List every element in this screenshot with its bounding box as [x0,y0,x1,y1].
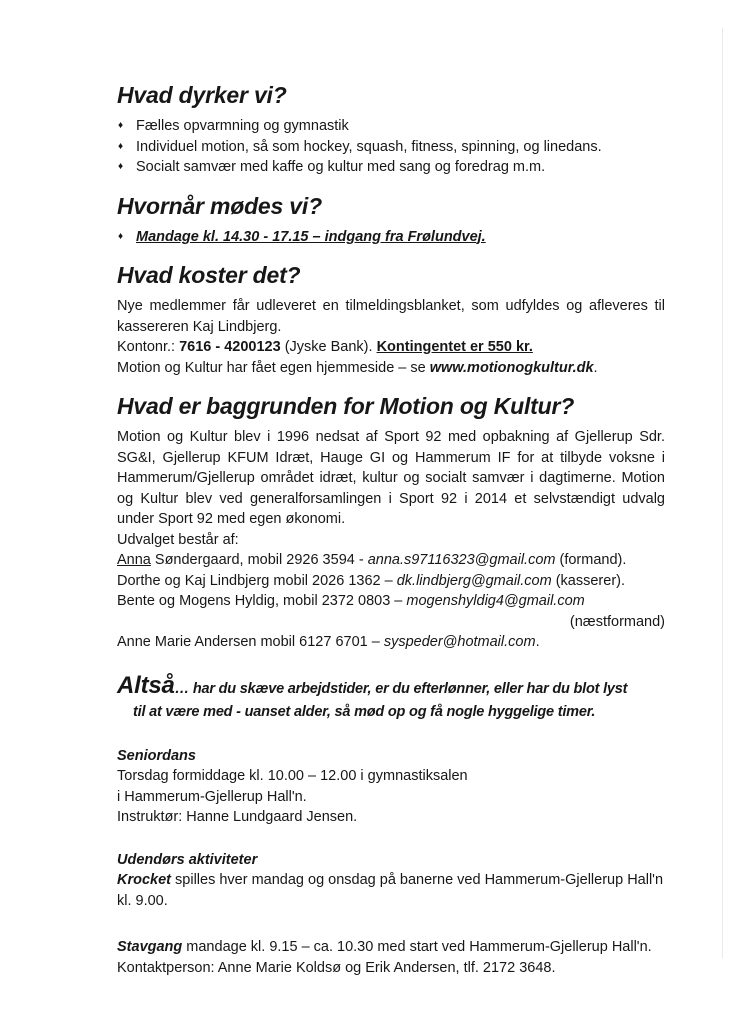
diamond-bullet-icon: ♦ [118,230,124,242]
seniordans-place: i Hammerum-Gjellerup Hall'n. [117,788,307,805]
member-name-underlined: Anna [117,552,151,568]
section-udendors-aktiviteter [117,850,665,912]
list-item [117,227,665,248]
contact-line: Kontaktperson: Anne Marie Koldsø og Erik Andersen, tlf. 2172 3648. [117,959,556,976]
committee-member-row [117,550,665,571]
website-suffix-text: . [593,359,598,376]
membership-intro-text: Nye medlemmer får udleveret en tilmeldingsblanket, som udfyldes og afleveres til kassereren Kaj Lindbjerg. [117,298,665,335]
section-stavgang [117,937,665,978]
member-text: Bente og Mogens Hyldig, mobil 2372 0803 – [117,593,407,609]
subsection-heading: Udendørs aktiviteter [117,851,258,868]
history-text: Motion og Kultur blev i 1996 nedsat af Sport 92 med opbakning af Gjellerup Sdr. SG&I, Gjellerup KFUM Idræt, Hauge GI og Hammerum IF for at tilbyde voksne i Hammerum/Gjellerup området idræt, kultur og socialt samvær i dagtimerne. Motion og Kultur blev ved generalforsamlingen i Sport 92 i 2014 et selvstændigt udvalg under Sport 92 med egen økonomi. [117,429,665,527]
activities-list [117,116,665,178]
subsection-heading: Seniordans [117,747,196,764]
website-line [117,358,665,379]
section-heading: Hvornår mødes vi? [117,192,322,219]
account-label: Kontonr.: [117,339,180,355]
section-seniordans [117,746,665,828]
section-heading: Hvad er baggrunden for Motion og Kultur? [117,393,575,419]
list-item [117,137,665,158]
member-text: Dorthe og Kaj Lindbjerg mobil 2026 1362 – [117,572,397,589]
section-hvad-dyrker-vi [117,82,665,178]
seniordans-instructor: Instruktør: Hanne Lundgaard Jensen. [117,809,358,825]
committee-member-row [117,591,665,612]
diamond-bullet-icon: ♦ [118,120,124,131]
krocket-text: spilles hver mandag og onsdag på banerne ved Hammerum-Gjellerup Hall'n kl. 9.00. [117,872,664,909]
altsa-text-line1: har du skæve arbejdstider, er du efterlønner, eller har du blot lyst [192,680,628,697]
member-text: Anne Marie Andersen mobil 6127 6701 – [117,634,384,650]
section-hvornar-modes-vi [117,193,665,248]
committee-member-row [117,571,665,592]
stavgang-text: mandage kl. 9.15 – ca. 10.30 med start ved Hammerum-Gjellerup Hall'n. [182,939,652,955]
list-item [117,157,665,178]
section-heading: Hvad dyrker vi? [117,82,287,108]
section-heading: Hvad koster det? [117,262,301,288]
member-role: . [535,634,540,650]
account-number: 7616 - 4200123 [179,339,281,355]
account-line [117,337,665,358]
stavgang-label: Stavgang [117,939,183,955]
seniordans-time: Torsdag formiddage kl. 10.00 – 12.00 i gymnastiksalen [117,768,468,784]
section-hvad-koster-det [117,262,665,378]
list-item [117,116,665,137]
member-text: Søndergaard, mobil 2926 3594 - [150,552,368,568]
section-baggrund [117,393,665,653]
website-prefix-text: Motion og Kultur har fået egen hjemmeside – se [117,359,430,376]
diamond-bullet-icon: ♦ [118,140,124,152]
member-role: (formand). [555,552,627,568]
krocket-line [117,870,665,911]
krocket-label: Krocket [117,872,171,888]
stavgang-line [117,937,665,958]
meeting-time-text: Mandage kl. 14.30 - 17.15 – indgang fra Frølundvej. [136,228,486,245]
member-email: dk.lindbjerg@gmail.com [396,572,552,589]
naestformand-label: (næstformand) [569,613,665,630]
diamond-bullet-icon: ♦ [118,161,124,172]
document-content [117,82,665,978]
altsa-dots: … [174,680,193,697]
list-item-text: Socialt samvær med kaffe og kultur med sang og foredrag m.m. [136,159,546,175]
altsa-text-line2: til at være med - uanset alder, så mød op og få nogle hyggelige timer. [133,703,596,720]
committee-label: Udvalget består af: [117,531,239,548]
list-item-text: Individuel motion, så som hockey, squash, fitness, spinning, og linedans. [136,138,602,155]
scan-edge-line [722,28,723,958]
member-email: mogenshyldig4@gmail.com [406,593,585,609]
website-url: www.motionogkultur.dk [429,359,594,376]
list-item-text: Fælles opvarmning og gymnastik [136,118,349,134]
altsa-callout [117,671,665,724]
fee-text: Kontingentet er 550 kr. [376,339,533,355]
schedule-list [117,227,665,248]
committee-member-row [117,632,665,653]
altsa-lead-word: Altså [117,671,175,699]
bank-name: (Jyske Bank). [280,339,377,355]
member-email: anna.s97116323@gmail.com [367,552,556,568]
member-role: (kasserer). [551,572,626,589]
member-email: syspeder@hotmail.com [383,634,536,650]
